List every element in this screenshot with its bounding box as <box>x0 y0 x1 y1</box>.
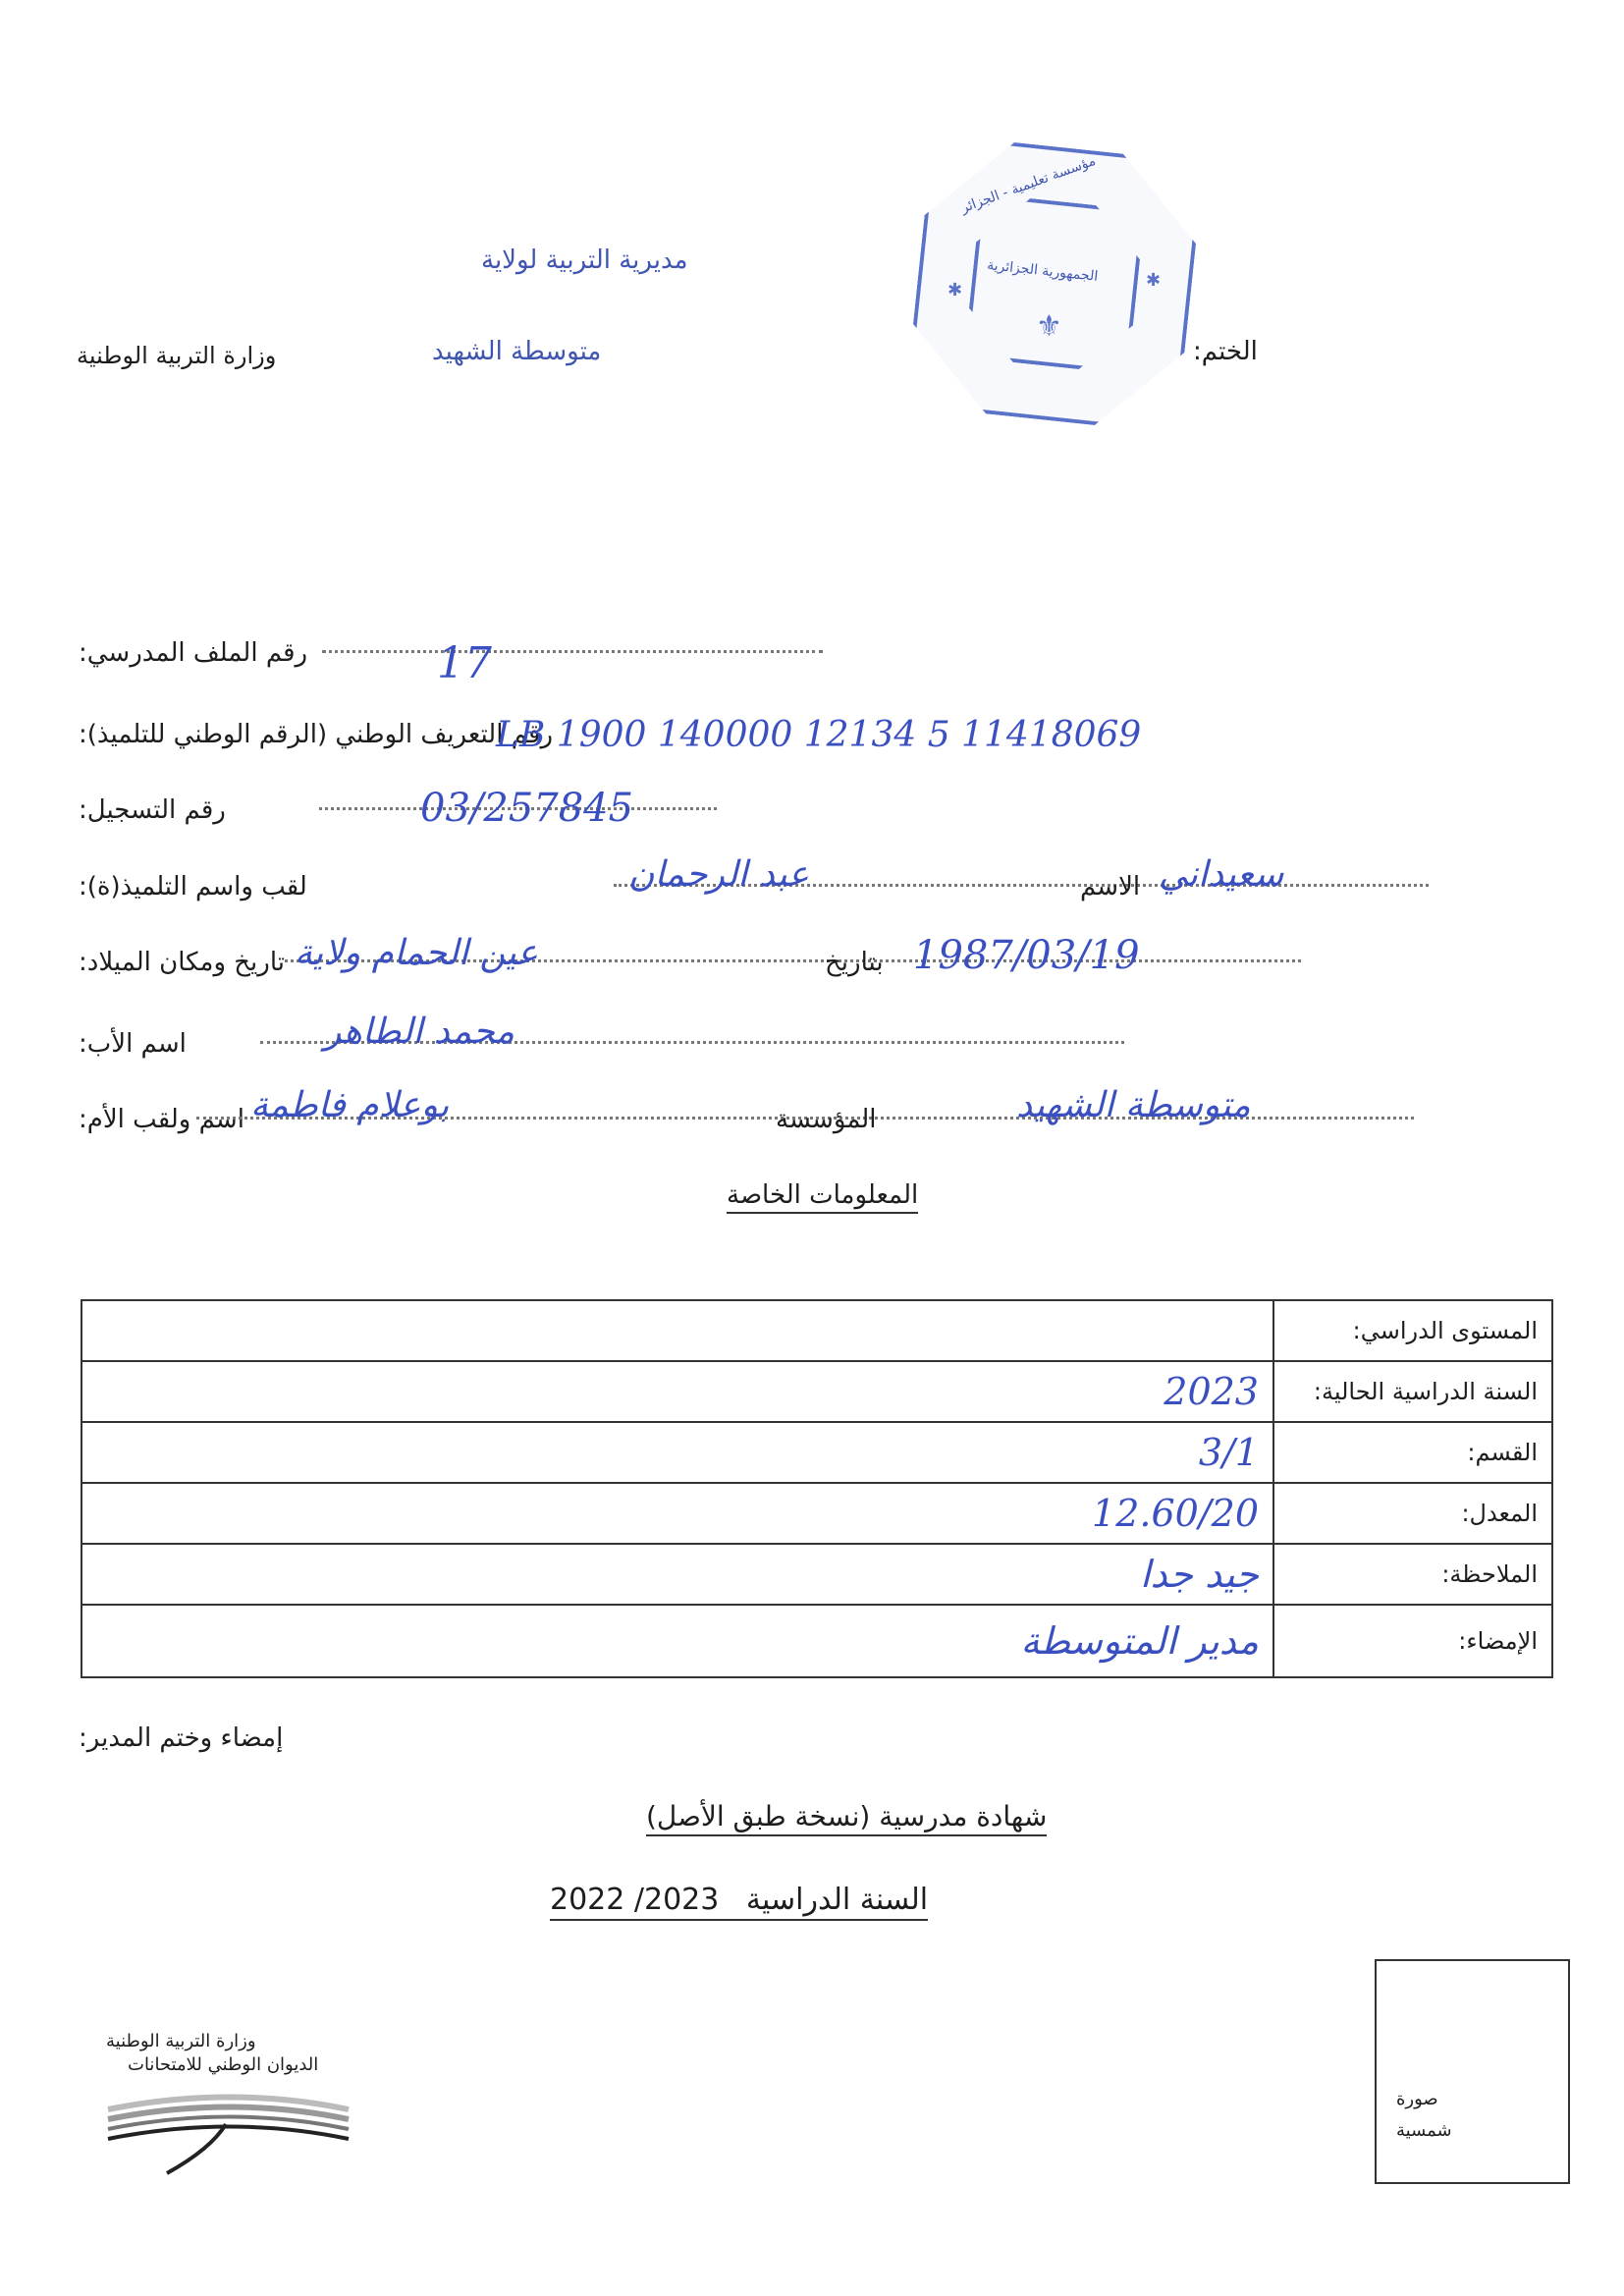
table-row <box>81 1605 1552 1677</box>
stamp-line1: مديرية التربية لولاية <box>481 246 688 275</box>
table-row <box>81 1300 1552 1361</box>
table-row-value: 12.60/20 <box>81 1483 1273 1544</box>
table-row <box>81 1544 1552 1605</box>
table-row-value <box>81 1300 1273 1361</box>
table-row <box>81 1483 1552 1544</box>
field-name-label: لقب واسم التلميذ(ة): <box>79 872 307 902</box>
table-row-label: المعدل: <box>1273 1483 1552 1544</box>
table-row <box>81 1361 1552 1422</box>
ministry-line2: الديوان الوطني للامتحانات <box>128 2054 319 2075</box>
official-stamp <box>918 147 1183 412</box>
table-row-value: 2023 <box>81 1361 1273 1422</box>
header-left-label: الختم: <box>1193 337 1258 366</box>
field-father-label: اسم الأب: <box>79 1029 187 1059</box>
field-birth-place: عين الحمام ولاية <box>295 933 539 973</box>
table-row-value: 3/1 <box>81 1422 1273 1483</box>
section-title: المعلومات الخاصة <box>727 1180 918 1214</box>
field-birth-label: تاريخ ومكان الميلاد: <box>79 948 285 977</box>
field-number-dots <box>322 650 823 653</box>
field-birth-date: 1987/03/19 <box>913 933 1140 978</box>
table-row-value: جيد جدا <box>81 1544 1273 1605</box>
table-row-label: المستوى الدراسي: <box>1273 1300 1552 1361</box>
table-row-value: مدير المتوسطة <box>81 1605 1273 1677</box>
school-year-value: 2022 /2023 <box>550 1883 720 1917</box>
field-name-sub-label: الاسم <box>1080 872 1141 902</box>
star-icon: ✱ <box>1146 270 1162 291</box>
emblem-icon: ⚜ <box>1036 309 1062 344</box>
signature-label: إمضاء وختم المدير: <box>79 1723 284 1753</box>
field-mother-value: بوعلام فاطمة <box>250 1085 450 1125</box>
stamp-top-text: مؤسسة تعليمية - الجزائر <box>958 152 1099 217</box>
field-school-sub-label: المؤسسة <box>776 1105 877 1134</box>
field-name-value-first: عبد الرحمان <box>628 854 809 895</box>
table-row-label: السنة الدراسية الحالية: <box>1273 1361 1552 1422</box>
school-year-label: السنة الدراسية <box>745 1883 929 1917</box>
star-icon: ✱ <box>947 280 963 301</box>
stamp-line2: متوسطة الشهيد <box>432 337 602 366</box>
table-row-label: الإمضاء: <box>1273 1605 1552 1677</box>
table-row-label: القسم: <box>1273 1422 1552 1483</box>
field-name-value-last: سعيداني <box>1159 854 1284 895</box>
ministry-line1: وزارة التربية الوطنية <box>106 2031 256 2051</box>
institution-line: وزارة التربية الوطنية <box>77 342 277 369</box>
ministry-logo-icon <box>103 2080 358 2178</box>
photo-box <box>1375 1959 1570 2184</box>
field-number-value: 17 <box>437 638 492 688</box>
doc-title: شهادة مدرسية (نسخة طبق الأصل) <box>646 1800 1047 1836</box>
field-school-value: متوسطة الشهيد <box>1016 1085 1251 1125</box>
field-father-value: محمد الطاهر <box>324 1011 514 1052</box>
photo-label2: شمسية <box>1396 2120 1452 2141</box>
field-mother-label: اسم ولقب الأم: <box>79 1105 244 1134</box>
info-table <box>81 1299 1553 1678</box>
field-birth-sub-label: بتاريخ <box>825 948 884 977</box>
field-reg-label: رقم التسجيل: <box>79 795 226 825</box>
field-reg-value: 03/257845 <box>420 786 634 831</box>
school-year-row <box>550 1883 928 1921</box>
field-number-label: رقم الملف المدرسي: <box>79 638 308 668</box>
stamp-center-text: الجمهورية الجزائرية <box>986 257 1099 285</box>
photo-label1: صورة <box>1396 2089 1438 2109</box>
field-id-label: رقم التعريف الوطني (الرقم الوطني للتلميذ): <box>79 720 553 749</box>
table-row-label: الملاحظة: <box>1273 1544 1552 1605</box>
field-id-value: LB 1900 140000 12134 5 11418069 <box>496 715 1142 755</box>
table-row <box>81 1422 1552 1483</box>
